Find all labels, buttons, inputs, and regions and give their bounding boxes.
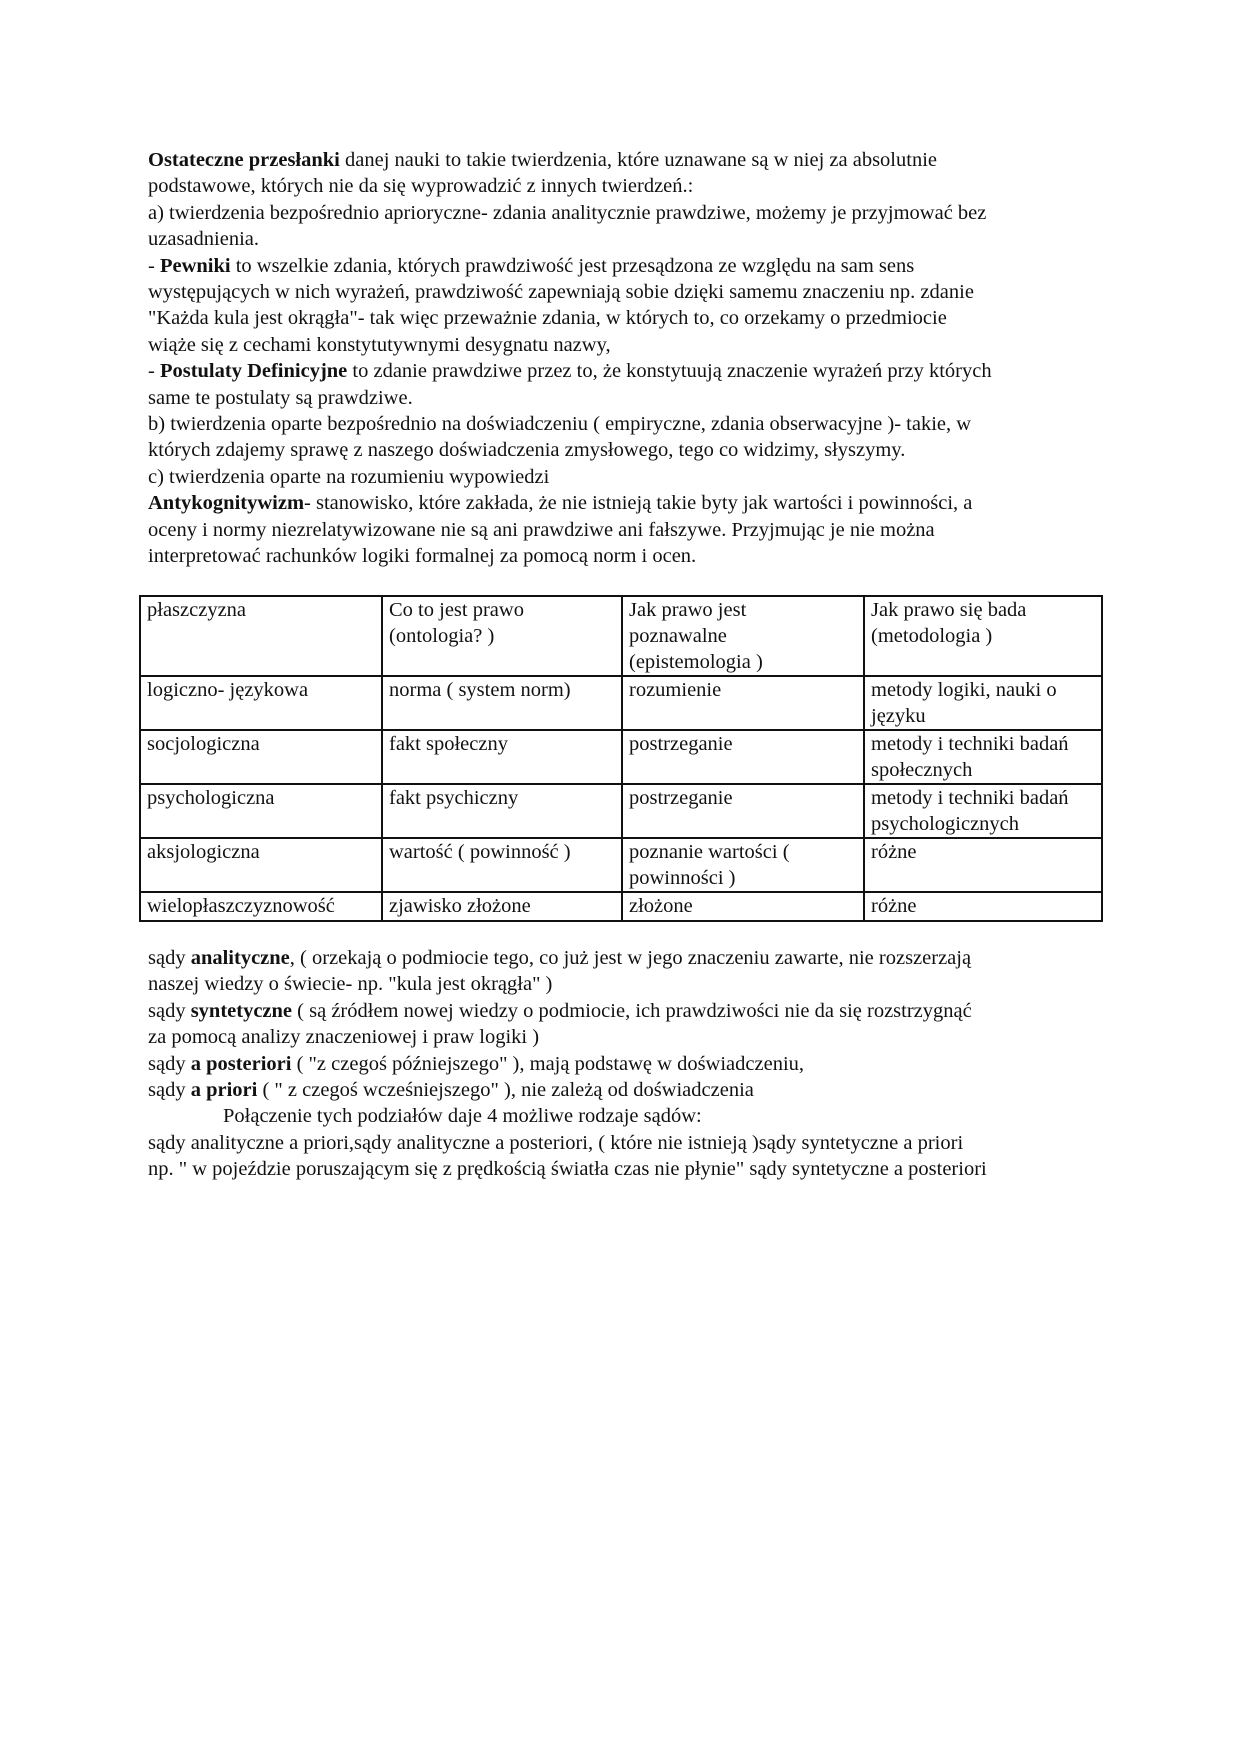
table-cell: psychologiczna (140, 784, 382, 838)
term-analityczne: analityczne (190, 947, 290, 969)
intro-section (148, 147, 1108, 570)
table-cell: aksjologiczna (140, 838, 382, 892)
table-cell: fakt społeczny (382, 730, 622, 784)
text-line: wiąże się z cechami konstytutywnymi desygnatu nazwy, (148, 333, 611, 356)
term-a-posteriori: a posteriori (190, 1052, 292, 1075)
paragraph-postulaty: - Postulaty Definicyjne to zdanie prawdziwe przez to, że konstytuują znaczenie wyrażeń przy których (148, 360, 992, 383)
paragraph-syntetyczne: sądy syntetyczne ( są źródłem nowej wiedzy o podmiocie, ich prawdziwości nie da się rozstrzygnąć (148, 999, 972, 1022)
term-a-priori: a priori (190, 1079, 258, 1102)
term-syntetyczne: syntetyczne (190, 999, 293, 1022)
text-line: uzasadnienia. (148, 228, 259, 251)
term-postulaty-definicyjne: Postulaty Definicyjne (159, 360, 348, 383)
header-cell: płaszczyzna (140, 596, 382, 676)
term-pewniki: Pewniki (159, 254, 231, 277)
paragraph-antykognitywizm: Antykognitywizm- stanowisko, które zakłada, że nie istnieją takie byty jak wartości i powinności, a (148, 492, 973, 515)
table-cell: postrzeganie (622, 730, 864, 784)
text-line: same te postulaty są prawdziwe. (148, 386, 413, 409)
list-item-c: c) twierdzenia oparte na rozumieniu wypowiedzi (148, 465, 550, 488)
table-row (140, 838, 1102, 892)
paragraph-a-priori: sądy a priori ( " z czegoś wcześniejszego" ), nie zależą od doświadczenia (148, 1079, 754, 1102)
table-cell: rozumienie (622, 676, 864, 730)
table-cell: fakt psychiczny (382, 784, 622, 838)
table-cell: metody i techniki badań psychologicznych (864, 784, 1102, 838)
text-line: naszej wiedzy o świecie- np. "kula jest okrągła" ) (148, 973, 553, 996)
list-item-b: b) twierdzenia oparte bezpośrednio na doświadczeniu ( empiryczne, zdania obserwacyjne )- takie, w (148, 413, 972, 436)
table-cell: norma ( system norm) (382, 676, 622, 730)
table-cell: różne (864, 838, 1102, 892)
paragraph-a-posteriori: sądy a posteriori ( "z czegoś późniejszego" ), mają podstawę w doświadczeniu, (148, 1052, 805, 1075)
list-item-a: a) twierdzenia bezpośrednio aprioryczne- zdania analitycznie prawdziwe, możemy je przyjmować bez (148, 201, 987, 224)
text-line: których zdajemy sprawę z naszego doświadczenia zmysłowego, tego co widzimy, słyszymy. (148, 439, 906, 462)
table-cell: wielopłaszczyznowość (140, 892, 382, 921)
table-cell: metody logiki, nauki o języku (864, 676, 1102, 730)
judgments-section (148, 945, 1108, 1183)
text-line: Połączenie tych podziałów daje 4 możliwe rodzaje sądów: (223, 1105, 702, 1128)
text-line: podstawowe, których nie da się wyprowadzić z innych twierdzeń.: (148, 175, 694, 198)
paragraph-ostateczne-przeslanki: Ostateczne przesłanki danej nauki to takie twierdzenia, które uznawane są w niej za absolutnie (148, 149, 937, 171)
table-row (140, 892, 1102, 921)
paragraph-pewniki: - Pewniki to wszelkie zdania, których prawdziwość jest przesądzona ze względu na sam sens (148, 254, 915, 277)
table-cell: wartość ( powinność ) (382, 838, 622, 892)
table-row (140, 676, 1102, 730)
text-line: interpretować rachunków logiki formalnej za pomocą norm i ocen. (148, 545, 697, 568)
table-cell: postrzeganie (622, 784, 864, 838)
table-cell: złożone (622, 892, 864, 921)
text-line: oceny i normy niezrelatywizowane nie są ani prawdziwe ani fałszywe. Przyjmując je nie można (148, 518, 935, 541)
table-header-row (140, 596, 1102, 676)
text-line: za pomocą analizy znaczeniowej i praw logiki ) (148, 1026, 540, 1049)
table-cell: zjawisko złożone (382, 892, 622, 921)
text-line: występujących w nich wyrażeń, prawdziwość zapewniają sobie dzięki samemu znaczeniu np. zdanie (148, 281, 974, 304)
header-cell: Co to jest prawo (ontologia? ) (382, 596, 622, 676)
header-cell: Jak prawo jest poznawalne (epistemologia ) (622, 596, 864, 676)
term-antykognitywizm: Antykognitywizm (148, 492, 305, 515)
table-cell: logiczno- językowa (140, 676, 382, 730)
header-cell: Jak prawo się bada (metodologia ) (864, 596, 1102, 676)
table-cell: metody i techniki badań społecznych (864, 730, 1102, 784)
table-row (140, 730, 1102, 784)
term-ostateczne-przeslanki: Ostateczne przesłanki (148, 149, 340, 171)
text-line: sądy analityczne a priori,sądy analityczne a posteriori, ( które nie istnieją )sądy syntetyczne a priori (148, 1131, 964, 1154)
text-line: np. " w pojeździe poruszającym się z prędkością światła czas nie płynie" sądy syntetyczne a posteriori (148, 1158, 987, 1181)
table-cell: socjologiczna (140, 730, 382, 784)
table-row (140, 784, 1102, 838)
table-cell: poznanie wartości ( powinności ) (622, 838, 864, 892)
table-cell: różne (864, 892, 1102, 921)
text-line: "Każda kula jest okrągła"- tak więc przeważnie zdania, w których to, co orzekamy o przedmiocie (148, 307, 947, 330)
law-planes-table (139, 595, 1103, 922)
paragraph-analityczne: sądy analityczne, ( orzekają o podmiocie tego, co już jest w jego znaczeniu zawarte, nie rozszerzają (148, 947, 972, 969)
